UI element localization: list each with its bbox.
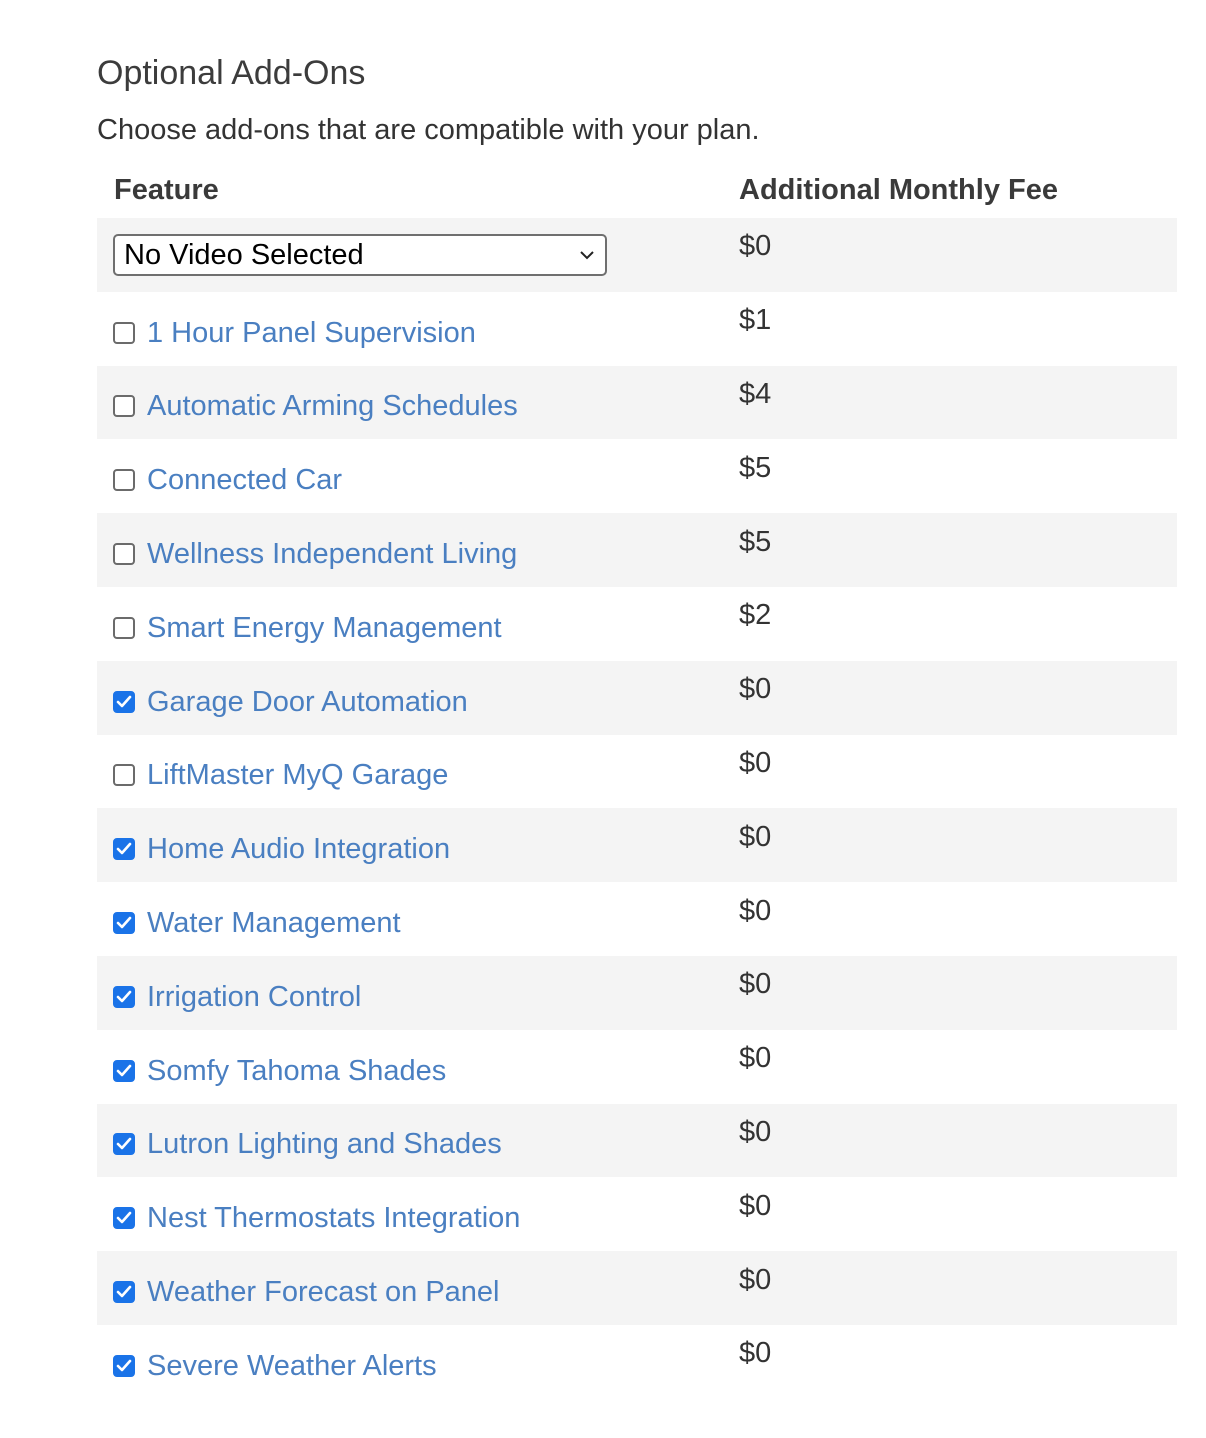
fee-cell: [739, 1104, 1177, 1178]
addon-option[interactable]: [113, 536, 517, 572]
video-fee: $0: [739, 230, 772, 263]
feature-link[interactable]: Nest Thermostats Integration: [147, 1202, 521, 1235]
fee-value: $0: [739, 1337, 772, 1370]
addon-option[interactable]: [113, 757, 448, 793]
feature-link[interactable]: Wellness Independent Living: [147, 538, 518, 571]
table-row: [97, 292, 1177, 366]
chevron-down-icon: [579, 249, 595, 261]
check-mark-icon: [116, 695, 132, 709]
check-mark-icon: [116, 1211, 132, 1225]
table-row: [97, 735, 1177, 809]
fee-cell: [739, 661, 1177, 735]
feature-cell: [97, 1177, 739, 1251]
fee-cell: [739, 513, 1177, 587]
fee-value: $0: [739, 1042, 772, 1075]
video-select[interactable]: [113, 234, 607, 276]
feature-cell: [97, 1325, 739, 1399]
table-row: [97, 808, 1177, 882]
fee-cell: [739, 587, 1177, 661]
checkbox-icon[interactable]: [113, 617, 135, 639]
fee-value: $4: [739, 377, 772, 410]
addon-rows: [97, 218, 1177, 1399]
video-fee-cell: [739, 218, 1177, 292]
fee-value: $5: [739, 451, 772, 484]
check-mark-icon: [116, 1137, 132, 1151]
table-row: [97, 1030, 1177, 1104]
fee-column-header: Additional Monthly Fee: [739, 173, 1058, 206]
section-title: Optional Add-Ons: [97, 54, 366, 92]
check-mark-icon: [116, 990, 132, 1004]
fee-cell: [739, 292, 1177, 366]
checkbox-icon[interactable]: [113, 1060, 135, 1082]
checkbox-icon[interactable]: [113, 543, 135, 565]
checkbox-icon[interactable]: [113, 986, 135, 1008]
feature-cell: [97, 366, 739, 440]
addon-option[interactable]: [113, 1126, 502, 1162]
addon-option[interactable]: [113, 388, 518, 424]
feature-link[interactable]: Severe Weather Alerts: [147, 1349, 437, 1382]
fee-value: $0: [739, 820, 772, 853]
video-select-cell: [97, 218, 739, 292]
feature-column-header: Feature: [114, 173, 219, 206]
feature-cell: [97, 513, 739, 587]
table-row: [97, 1104, 1177, 1178]
video-select-value: No Video Selected: [124, 238, 364, 271]
table-row: [97, 366, 1177, 440]
checkbox-icon[interactable]: [113, 1133, 135, 1155]
addon-option[interactable]: [113, 462, 342, 498]
addon-option[interactable]: [113, 1274, 500, 1310]
check-mark-icon: [116, 842, 132, 856]
fee-value: $0: [739, 1263, 772, 1296]
fee-value: $1: [739, 304, 772, 337]
checkbox-icon[interactable]: [113, 764, 135, 786]
fee-value: $0: [739, 1115, 772, 1148]
fee-value: $0: [739, 1189, 772, 1222]
addon-option[interactable]: [113, 979, 361, 1015]
table-row: [97, 882, 1177, 956]
fee-cell: [739, 735, 1177, 809]
table-row: [97, 661, 1177, 735]
feature-cell: [97, 735, 739, 809]
feature-link[interactable]: Home Audio Integration: [147, 833, 451, 866]
feature-link[interactable]: Water Management: [147, 907, 401, 940]
feature-link[interactable]: Somfy Tahoma Shades: [147, 1054, 447, 1087]
feature-link[interactable]: LiftMaster MyQ Garage: [147, 759, 449, 792]
addon-option[interactable]: [113, 610, 502, 646]
check-mark-icon: [116, 1285, 132, 1299]
table-row: [97, 587, 1177, 661]
check-mark-icon: [116, 916, 132, 930]
addons-table: [97, 162, 1177, 1399]
feature-cell: [97, 808, 739, 882]
fee-value: $0: [739, 673, 772, 706]
fee-value: $5: [739, 525, 772, 558]
feature-link[interactable]: 1 Hour Panel Supervision: [147, 316, 476, 349]
table-row: [97, 1251, 1177, 1325]
checkbox-icon[interactable]: [113, 1355, 135, 1377]
feature-cell: [97, 1104, 739, 1178]
checkbox-icon[interactable]: [113, 395, 135, 417]
checkbox-icon[interactable]: [113, 322, 135, 344]
feature-link[interactable]: Irrigation Control: [147, 980, 362, 1013]
feature-cell: [97, 439, 739, 513]
fee-value: $0: [739, 894, 772, 927]
fee-cell: [739, 808, 1177, 882]
check-mark-icon: [116, 1064, 132, 1078]
checkbox-icon[interactable]: [113, 1281, 135, 1303]
table-row: [97, 1325, 1177, 1399]
table-row: [97, 439, 1177, 513]
addon-option[interactable]: [113, 1348, 437, 1384]
fee-value: $0: [739, 968, 772, 1001]
addon-option[interactable]: [113, 1200, 520, 1236]
feature-cell: [97, 1030, 739, 1104]
feature-cell: [97, 661, 739, 735]
fee-cell: [739, 1030, 1177, 1104]
addon-option[interactable]: [113, 905, 401, 941]
feature-link[interactable]: Connected Car: [147, 464, 343, 497]
feature-link[interactable]: Garage Door Automation: [147, 685, 468, 718]
feature-link[interactable]: Smart Energy Management: [147, 611, 502, 644]
table-row: [97, 513, 1177, 587]
fee-cell: [739, 366, 1177, 440]
feature-cell: [97, 292, 739, 366]
checkbox-icon[interactable]: [113, 1207, 135, 1229]
table-row: [97, 956, 1177, 1030]
fee-cell: [739, 882, 1177, 956]
feature-cell: [97, 587, 739, 661]
fee-cell: [739, 1251, 1177, 1325]
checkbox-icon[interactable]: [113, 912, 135, 934]
fee-cell: [739, 956, 1177, 1030]
check-mark-icon: [116, 1359, 132, 1373]
feature-link[interactable]: Weather Forecast on Panel: [147, 1276, 500, 1309]
video-row: [97, 218, 1177, 292]
checkbox-icon[interactable]: [113, 838, 135, 860]
fee-cell: [739, 439, 1177, 513]
fee-value: $0: [739, 746, 772, 779]
feature-cell: [97, 882, 739, 956]
feature-cell: [97, 1251, 739, 1325]
addon-option[interactable]: [113, 684, 468, 720]
fee-value: $2: [739, 599, 772, 632]
addon-option[interactable]: [113, 831, 450, 867]
feature-link[interactable]: Automatic Arming Schedules: [147, 390, 518, 423]
addon-option[interactable]: [113, 315, 476, 351]
fee-cell: [739, 1177, 1177, 1251]
fee-cell: [739, 1325, 1177, 1399]
table-row: [97, 1177, 1177, 1251]
addon-option[interactable]: [113, 1053, 446, 1089]
section-subtitle: Choose add-ons that are compatible with your plan.: [97, 114, 760, 146]
checkbox-icon[interactable]: [113, 469, 135, 491]
feature-link[interactable]: Lutron Lighting and Shades: [147, 1128, 502, 1161]
table-header-row: [97, 162, 1177, 218]
feature-cell: [97, 956, 739, 1030]
checkbox-icon[interactable]: [113, 691, 135, 713]
